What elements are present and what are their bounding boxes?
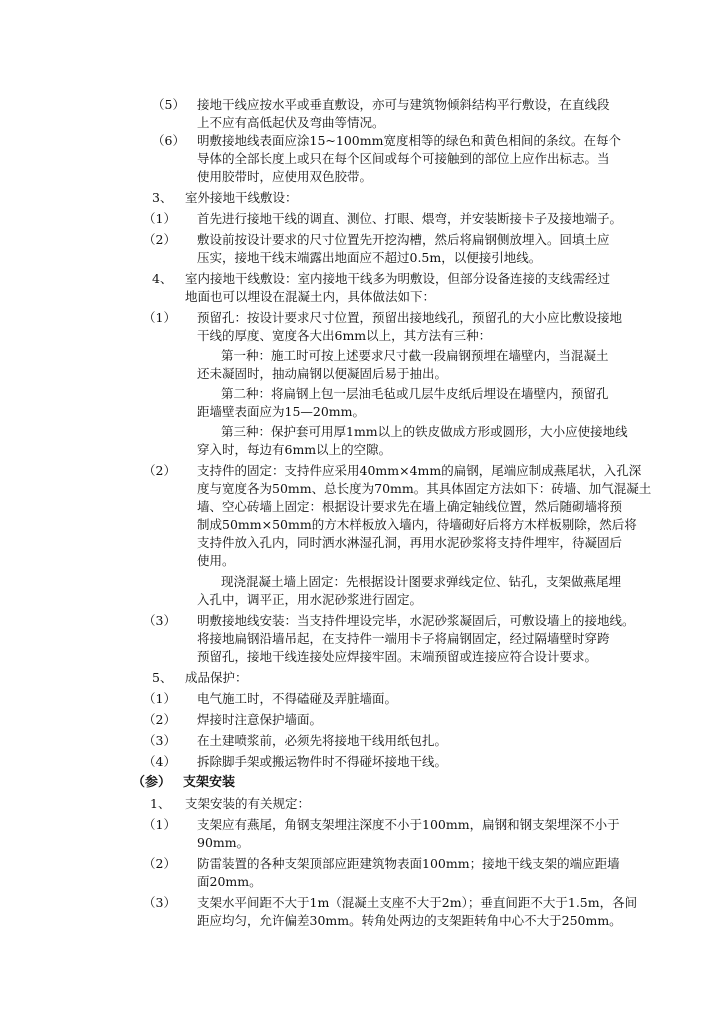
text-line: 明敷接地线安装：当支持件埋设完毕，水泥砂浆凝固后，可敷设墙上的接地线。 [197,613,635,628]
item-marker: （1） [143,817,176,832]
text-line: 第一种：施工时可按上述要求尺寸截一段扁钢预埋在墙壁内，当混凝土 [221,348,609,363]
text-line: 防雷装置的各种支架顶部应距建筑物表面100mm；接地干线支架的端应距墙 [197,856,620,871]
text-line: 在土建喷浆前，必须先将接地干线用纸包扎。 [197,733,448,748]
text-line: 距墙壁表面应为15—20mm。 [197,404,366,419]
text-line: 预留孔，接地干线连接处应焊接牢固。末端预留或连接应符合设计要求。 [197,649,598,664]
text-line: 地面也可以埋设在混凝土内，具体做法如下： [185,289,436,304]
text-line: 预留孔：按设计要求尺寸位置，预留出接地线孔，预留孔的大小应比敷设接地 [197,310,623,325]
text-line: 墙、空心砖墙上固定：根据设计要求先在墙上确定轴线位置，然后随砌墙将预 [197,499,623,514]
item-marker: （4） [143,754,176,769]
section-heading: 支架安装的有关规定： [185,796,311,811]
text-line: 敷设前按设计要求的尺寸位置先开挖沟槽，然后将扁钢侧放埋入。回填土应 [197,232,610,247]
text-line: 支架水平间距不大于1m（混凝土支座不大于2m）；垂直间距不大于1.5m，各间 [197,895,638,910]
text-line: 明敷接地线表面应涂15~100mm宽度相等的绿色和黄色相间的条纹。在每个 [197,133,621,148]
text-line: 面20mm。 [197,874,262,889]
text-line: 上不应有高低起伏及弯曲等情况。 [197,115,385,130]
item-marker: （3） [143,733,176,748]
section-number: 5、 [152,670,173,685]
text-line: 使用胶带时，应使用双色胶带。 [197,169,373,184]
section-heading: 室内接地干线敷设：室内接地干线多为明敷设，但部分设备连接的支线需经过 [185,271,611,286]
item-marker: （1） [143,691,176,706]
section-number: 1、 [150,796,171,811]
section-number: 3、 [152,190,173,205]
text-line: 首先进行接地干线的调直、测位、打眼、煨弯，并安装断接卡子及接地端子。 [197,211,623,226]
text-line: 焊接时注意保护墙面。 [197,712,323,727]
item-marker: （2） [143,856,176,871]
text-line: 穿入时，每边有6mm以上的空隙。 [197,442,392,457]
text-line: 接地干线应按水平或垂直敷设，亦可与建筑物倾斜结构平行敷设，在直线段 [197,97,610,112]
item-marker: （2） [143,463,176,478]
text-line: 支架应有燕尾，角钢支架埋注深度不小于100mm，扁钢和钢支架埋深不小于 [197,817,620,832]
text-line: 电气施工时，不得磕碰及弄脏墙面。 [197,691,398,706]
text-line: 拆除脚手架或搬运物件时不得碰坏接地干线。 [197,754,448,769]
item-marker: （3） [143,613,176,628]
text-line: 入孔中，调平正，用水泥砂浆进行固定。 [197,592,423,607]
item-marker: （1） [143,211,176,226]
text-line: 现浇混凝土墙上固定：先根据设计图要求弹线定位、钻孔，支架做燕尾埋 [221,574,622,589]
text-line: 干线的厚度、宽度各大出6mm以上，其方法有三种： [197,328,492,343]
text-line: 压实，接地干线末端露出地面应不超过0.5m，以便接引地线。 [197,250,542,265]
text-line: 将接地扁钢沿墙吊起，在支持件一端用卡子将扁钢固定，经过隔墙壁时穿跨 [197,631,610,646]
text-line: 使用。 [197,553,235,568]
text-line: 第三种：保护套可用厚1mm以上的铁皮做成方形或圆形，大小应使接地线 [221,424,628,439]
item-marker: （5） [152,97,185,112]
text-line: 支持件的固定：支持件应采用40mm×4mm的扁钢，尾端应制成燕尾状，入孔深 [197,463,642,478]
text-line: 制成50mm×50mm的方木样板放入墙内，待墙砌好后将方木样板剔除，然后将 [197,517,637,532]
text-line: 支持件放入孔内，同时洒水淋湿孔洞，再用水泥砂浆将支持件埋牢，待凝固后 [197,535,623,550]
text-line: 距应均匀，允许偏差30mm。转角处两边的支架距转角中心不大于250mm。 [197,913,622,928]
chapter-heading: 支架安装 [183,775,236,790]
section-number: 4、 [152,271,173,286]
text-line: 第二种：将扁钢上包一层油毛毡或几层牛皮纸后埋设在墙壁内，预留孔 [221,386,609,401]
chapter-number: （参） [132,775,172,790]
section-heading: 室外接地干线敷设： [185,190,298,205]
text-line: 90mm。 [197,835,250,850]
text-line: 还未凝固时，抽动扁钢以便凝固后易于抽出。 [197,366,448,381]
text-line: 导体的全部长度上或只在每个区间或每个可接触到的部位上应作出标志。当 [197,151,610,166]
item-marker: （1） [143,310,176,325]
item-marker: （3） [143,895,176,910]
item-marker: （2） [143,712,176,727]
item-marker: （2） [143,232,176,247]
text-line: 度与宽度各为50mm、总长度为70mm。其具体固定方法如下：砖墙、加气混凝土 [197,481,652,496]
item-marker: （6） [152,133,185,148]
section-heading: 成品保护： [185,670,248,685]
